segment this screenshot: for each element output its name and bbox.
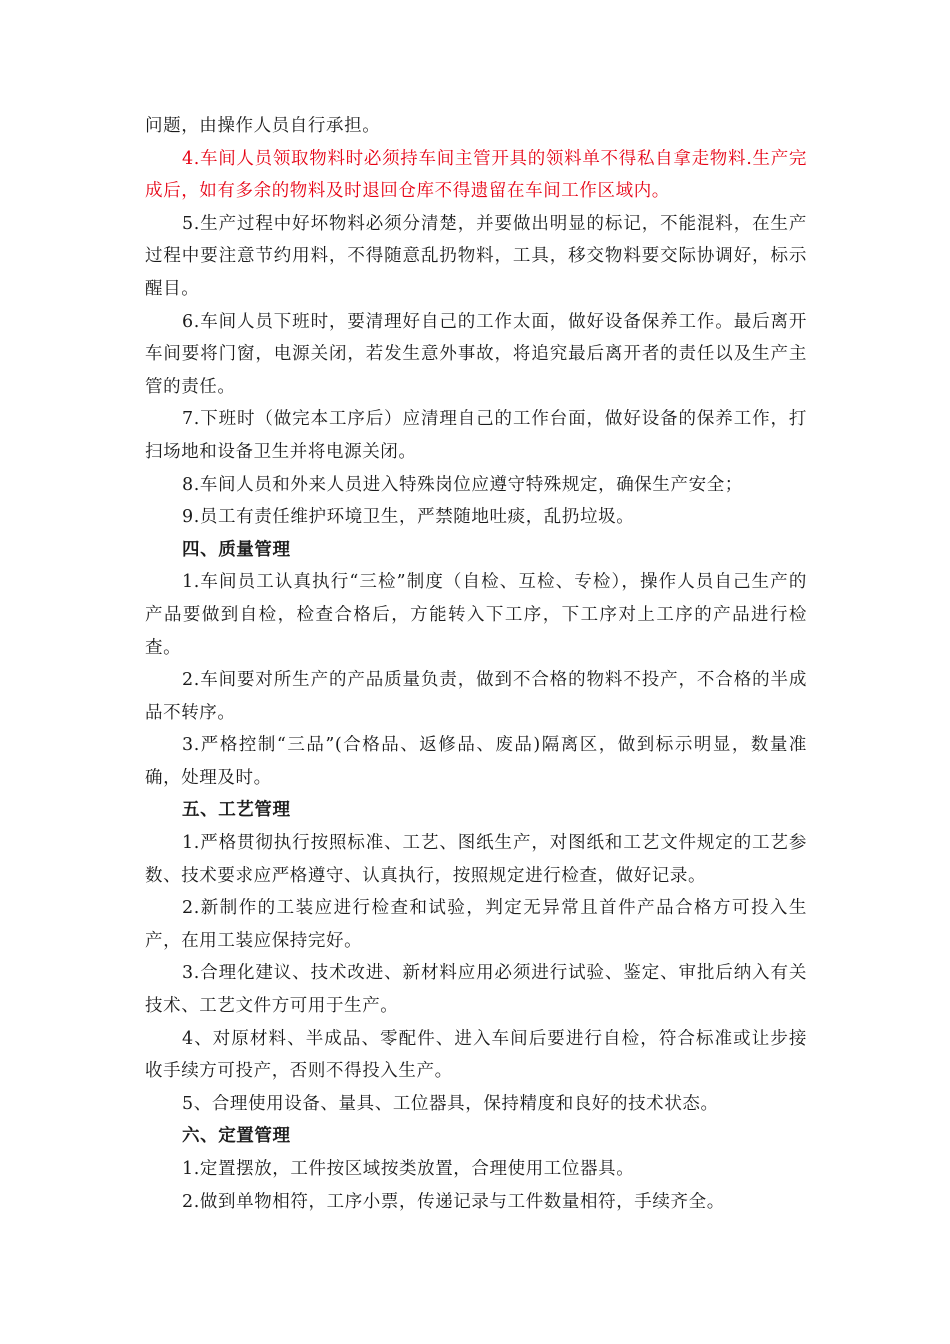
section-heading-quality: 四、质量管理	[182, 539, 291, 560]
section-heading-placement: 六、定置管理	[182, 1126, 291, 1147]
paragraph-9: 2.车间要对所生产的产品质量负责，做到不合格的物料不投产，不合格的半成品不转序。	[145, 670, 807, 723]
paragraph-5: 8.车间人员和外来人员进入特殊岗位应遵守特殊规定，确保生产安全；	[182, 474, 743, 495]
paragraph-13: 2.新制作的工装应进行检查和试验，判定无异常且首件产品合格方可投入生产，在用工装应保持完好。	[145, 898, 807, 951]
paragraph-6: 9.员工有责任维护环境卫生，严禁随地吐痰，乱扔垃圾。	[182, 507, 635, 528]
paragraph-1: 4.车间人员领取物料时必须持车间主管开具的领料单不得私自拿走物料.生产完成后，如有多余的物料及时退回仓库不得遗留在车间工作区域内。	[145, 148, 807, 202]
paragraph-0: 问题，由操作人员自行承担。	[145, 116, 381, 136]
paragraph-18: 1.定置摆放，工件按区域按类放置，合理使用工位器具。	[182, 1159, 635, 1179]
paragraph-19: 2.做到单物相符，工序小票，传递记录与工件数量相符，手续齐全。	[182, 1191, 725, 1212]
paragraph-3: 6.车间人员下班时，要清理好自己的工作太面，做好设备保养工作。最后离开车间要将门窗，电源关闭，若发生意外事故，将追究最后离开者的责任以及生产主管的责任。	[145, 311, 807, 397]
paragraph-16: 5、合理使用设备、量具、工位器具，保持精度和良好的技术状态。	[182, 1093, 719, 1114]
paragraph-2: 5.生产过程中好坏物料必须分清楚，并要做出明显的标记，不能混料，在生产过程中要注意节约用料，不得随意乱扔物料，工具，移交物料要交际协调好，标示醒目。	[145, 213, 807, 299]
paragraph-14: 3.合理化建议、技术改进、新材料应用必须进行试验、鉴定、审批后纳入有关技术、工艺文件方可用于生产。	[145, 963, 807, 1017]
paragraph-4: 7.下班时（做完本工序后）应清理自己的工作台面，做好设备的保养工作，打扫场地和设备卫生并将电源关闭。	[145, 409, 807, 462]
document-page	[145, 110, 807, 1218]
section-heading-process: 五、工艺管理	[182, 800, 291, 821]
paragraph-10: 3.严格控制“三品”(合格品、返修品、废品)隔离区，做到标示明显，数量准确，处理及时。	[145, 735, 807, 788]
paragraph-8: 1.车间员工认真执行“三检”制度（自检、互检、专检），操作人员自己生产的产品要做到自检，检查合格后，方能转入下工序，下工序对上工序的产品进行检查。	[145, 572, 807, 658]
paragraph-15: 4、对原材料、半成品、零配件、进入车间后要进行自检，符合标准或让步接收手续方可投产，否则不得投入生产。	[145, 1028, 807, 1082]
paragraph-12: 1.严格贯彻执行按照标准、工艺、图纸生产，对图纸和工艺文件规定的工艺参数、技术要求应严格遵守、认真执行，按照规定进行检查，做好记录。	[145, 833, 807, 886]
